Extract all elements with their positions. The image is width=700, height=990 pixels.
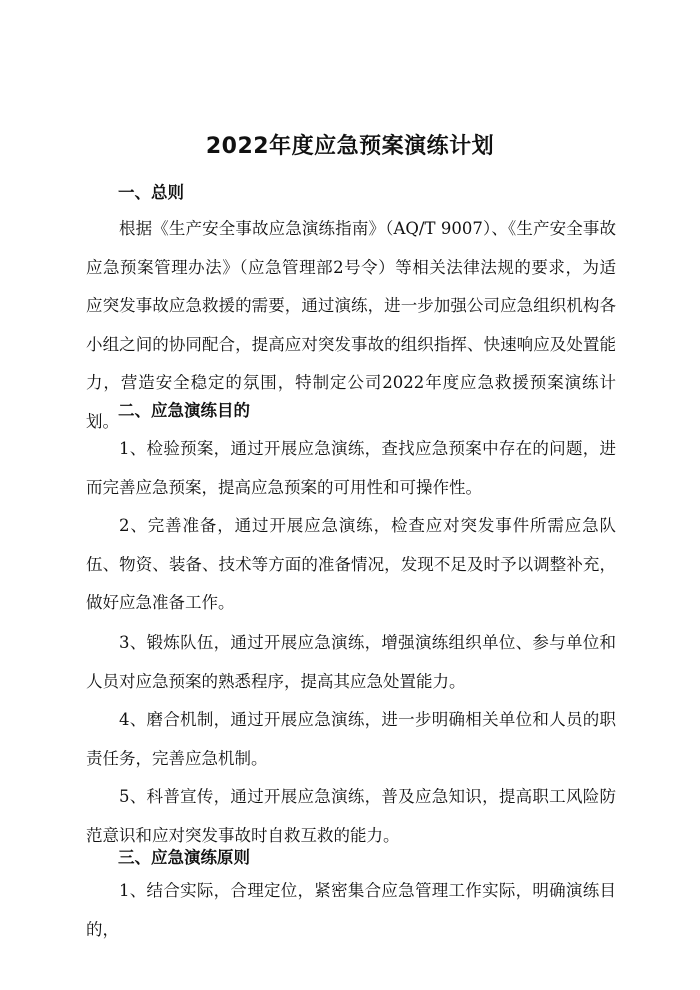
paragraph-purpose-2: 2、完善准备，通过开展应急演练，检查应对突发事件所需应急队伍、物资、装备、技术等方面的准备情况，发现不足及时予以调整补充，做好应急准备工作。 xyxy=(86,516,616,612)
paragraph-general: 根据《生产安全事故应急演练指南》（AQ/T 9007）、《生产安全事故应急预案管理办法》（应急管理部2号令）等相关法律法规的要求，为适应突发事故应急救援的需要，通过演练，进一步加强公司应急组织机构各小组之间的协同配合，提高应对突发事故的组织指挥、快速响应及处置能力，营造安全稳定的氛围，特制定公司2022年度应急救援预案演练计划。 xyxy=(86,219,616,431)
paragraph-principles-1: 1、结合实际，合理定位，紧密集合应急管理工作实际，明确演练目的， xyxy=(86,881,616,939)
paragraph-purpose-1: 1、检验预案，通过开展应急演练，查找应急预案中存在的问题，进而完善应急预案，提高应急预案的可用性和可操作性。 xyxy=(86,439,616,497)
section-heading-general: 一、总则 xyxy=(118,183,184,202)
paragraph-purpose-5: 5、科普宣传，通过开展应急演练，普及应急知识，提高职工风险防范意识和应对突发事故时自救互救的能力。 xyxy=(86,787,616,845)
paragraph-purpose-4: 4、磨合机制，通过开展应急演练，进一步明确相关单位和人员的职责任务，完善应急机制。 xyxy=(86,710,616,768)
document-title: 2022年度应急预案演练计划 xyxy=(205,134,495,159)
paragraph-purpose-3: 3、锻炼队伍，通过开展应急演练，增强演练组织单位、参与单位和人员对应急预案的熟悉程序，提高其应急处置能力。 xyxy=(86,633,616,691)
section-heading-purpose: 二、应急演练目的 xyxy=(118,401,250,420)
section-heading-principles: 三、应急演练原则 xyxy=(118,848,250,867)
